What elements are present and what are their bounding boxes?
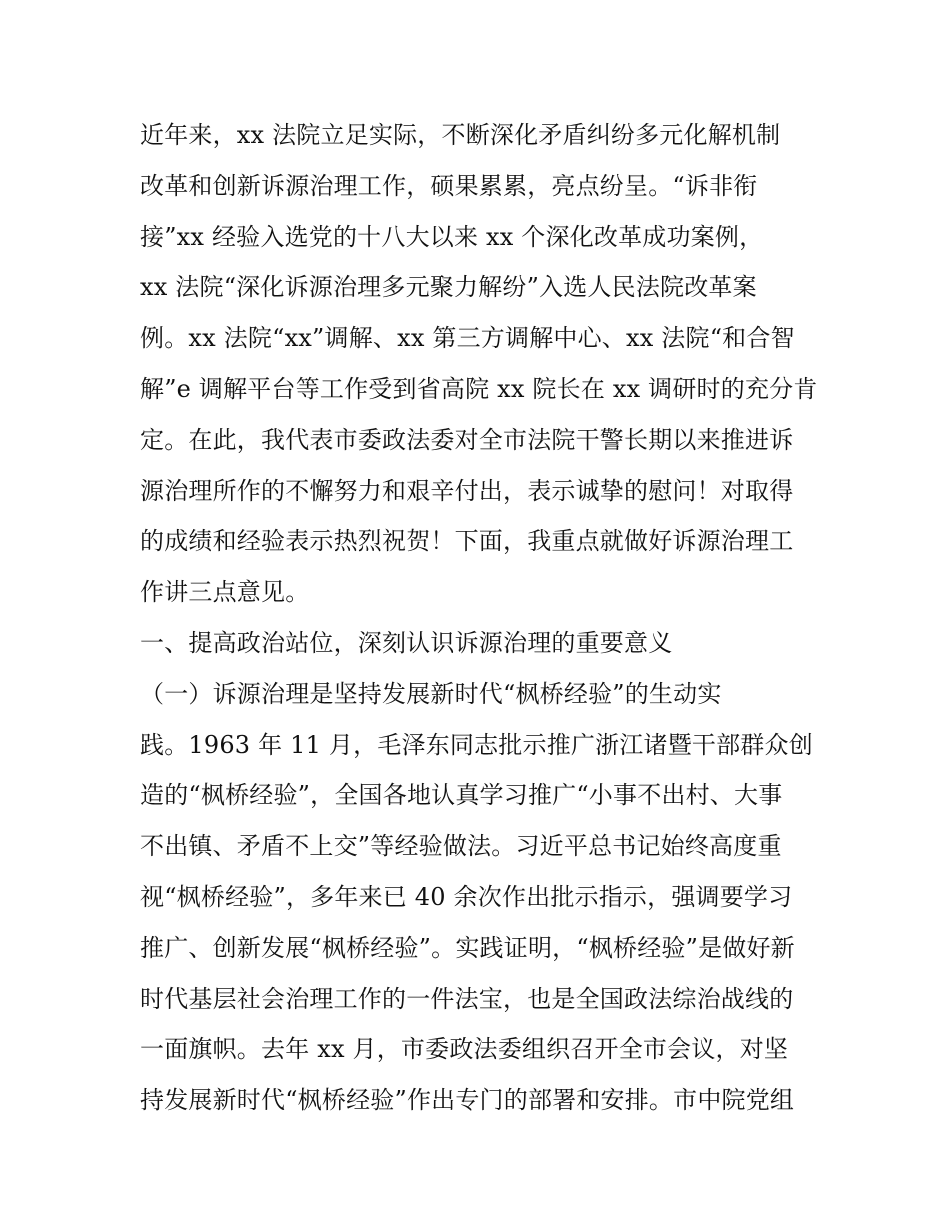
- text-line: 不出镇、矛盾不上交”等经验做法。习近平总书记始终高度重: [140, 832, 782, 861]
- section-heading: 一、提高政治站位，深刻认识诉源治理的重要意义: [140, 628, 673, 657]
- text-line: 近年来，xx 法院立足实际，不断深化矛盾纠纷多元化解机制: [140, 121, 781, 149]
- text-line: 造的“枫桥经验”，全国各地认真学习推广“小事不出村、大事: [140, 781, 783, 810]
- text-line: 的成绩和经验表示热烈祝贺！下面，我重点就做好诉源治理工: [140, 527, 794, 556]
- text-line: 改革和创新诉源治理工作，硕果累累，亮点纷呈。“诉非衔: [140, 171, 758, 200]
- text-line: 一面旗帜。去年 xx 月，市委政法委组织召开全市会议，对坚: [140, 1035, 789, 1064]
- text-line: 接”xx 经验入选党的十八大以来 xx 个深化改革成功案例，: [140, 222, 764, 251]
- text-line: 定。在此，我代表市委政法委对全市法院干警长期以来推进诉: [140, 425, 794, 454]
- text-line: 解”e 调解平台等工作受到省高院 xx 院长在 xx 调研时的充分肯: [140, 374, 818, 403]
- text-line: 持发展新时代“枫桥经验”作出专门的部署和安排。市中院党组: [140, 1086, 795, 1115]
- text-line: 源治理所作的不懈努力和艰辛付出，表示诚挚的慰问！对取得: [140, 476, 794, 505]
- text-line: 作讲三点意见。: [140, 578, 310, 607]
- text-line: 推广、创新发展“枫桥经验”。实践证明，“枫桥经验”是做好新: [140, 933, 795, 962]
- text-line: xx 法院“深化诉源治理多元聚力解纷”入选人民法院改革案: [140, 273, 757, 302]
- text-line: 践。1963 年 11 月，毛泽东同志批示推广浙江诸暨干部群众创: [140, 730, 813, 759]
- text-line: 时代基层社会治理工作的一件法宝，也是全国政法综治战线的: [140, 984, 794, 1013]
- text-line: 视“枫桥经验”，多年来已 40 余次作出批示指示，强调要学习: [140, 882, 793, 911]
- text-line: 例。xx 法院“xx”调解、xx 第三方调解中心、xx 法院“和合智: [140, 324, 795, 353]
- subsection-heading: （一）诉源治理是坚持发展新时代“枫桥经验”的生动实: [140, 679, 722, 708]
- body-text: [140, 110, 830, 1126]
